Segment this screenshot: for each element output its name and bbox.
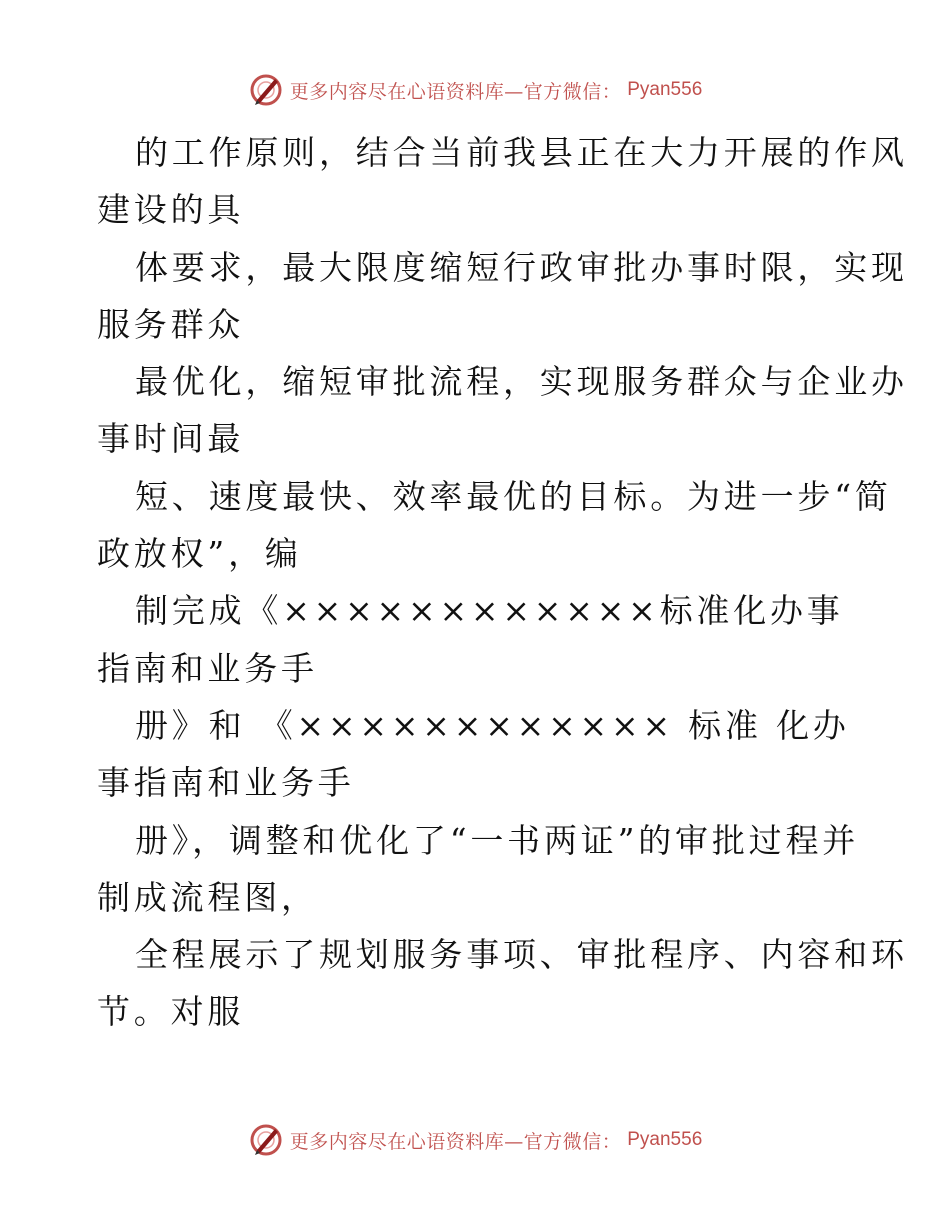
header-banner-text: 更多内容尽在心语资料库—官方微信： — [289, 80, 622, 103]
paragraph-line: 最优化，缩短审批流程，实现服务群众与企业办 — [135, 362, 908, 402]
paragraph-line: 服务群众 — [97, 304, 245, 344]
paragraph — [97, 353, 908, 468]
paragraph — [97, 124, 908, 239]
header-banner — [0, 68, 950, 112]
footer-banner-text: 更多内容尽在心语资料库—官方微信： — [289, 1130, 622, 1153]
paragraph — [97, 582, 857, 697]
paragraph-line: 册》，调整和优化了“一书两证”的审批过程并 — [135, 820, 860, 860]
paragraph — [97, 926, 908, 1041]
paragraph-line: 的工作原则，结合当前我县正在大力开展的作风 — [135, 133, 908, 172]
paragraph — [97, 812, 860, 927]
paragraph-line: 册》和 《×××××××××××× 标准 化办 — [135, 705, 850, 745]
paragraph-line: 节。对服 — [97, 992, 245, 1032]
document-body — [97, 124, 908, 1041]
paragraph-line: 事指南和业务手 — [97, 763, 355, 803]
paragraph-line: 短、速度最快、效率最优的目标。为进一步“简 — [135, 476, 892, 516]
paragraph-line: 政放权”，编 — [97, 534, 302, 574]
paragraph-line: 全程展示了规划服务事项、审批程序、内容和环 — [135, 935, 908, 975]
paragraph-line: 指南和业务手 — [97, 648, 318, 688]
red-pen-circle-icon — [248, 1122, 284, 1158]
red-pen-circle-icon — [248, 72, 284, 108]
paragraph-line: 建设的具 — [97, 190, 245, 230]
paragraph-line: 制完成《××××××××××××标准化办事 — [135, 591, 844, 631]
footer-banner-wechat-id: Pyan556 — [627, 1129, 703, 1150]
paragraph-line: 制成流程图， — [97, 877, 318, 917]
footer-banner — [0, 1118, 950, 1162]
paragraph-line: 事时间最 — [97, 419, 245, 459]
paragraph — [97, 239, 908, 354]
paragraph — [97, 697, 857, 812]
paragraph — [97, 468, 892, 583]
header-banner-wechat-id: Pyan556 — [627, 79, 703, 100]
paragraph-line: 体要求，最大限度缩短行政审批办事时限，实现 — [135, 247, 908, 287]
